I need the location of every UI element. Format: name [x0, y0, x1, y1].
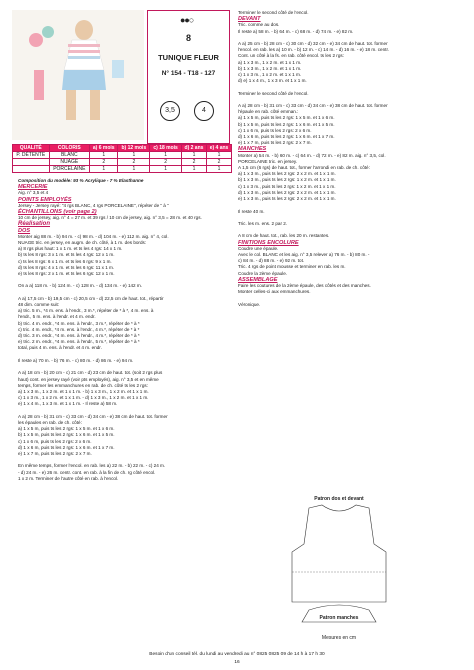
units-label: Mesures en cm: [321, 635, 357, 641]
instruction-line: Monter aig 88 m. - b) 94 m. - c) 98 m. - d) 104 m. - e) 112 m. aig. n° 4, col.: [18, 233, 169, 239]
instruction-line: d) 1 x 3 m., puis ts les 2 rgs: 2 x 2 m. et 1 x 1 m.: [238, 189, 336, 195]
footer-hotline: Besoin d'un conseil tél. du lundi au vendredi au n° 0825 0825 09 de 14 h à 17 h 30: [149, 652, 325, 657]
size-table: [12, 144, 232, 173]
needle-size-a: 3,5: [160, 101, 180, 121]
instruction-line: d) e) 1 x 4 m., 1 x 3 m. et 1 x 1 m.: [238, 78, 307, 84]
instruction-line: NUAGE tric. en jersey, en augm. de ch. côté, à 1 m. des bords:: [18, 240, 147, 246]
col-coloris: COLORIS: [49, 145, 90, 152]
instruction-line: On a a) 118 m. - b) 124 m. - c) 128 m. - d) 134 m. - e) 142 m.: [18, 283, 142, 289]
table-row: P. DÉTENTE BLANC 1 1 1 1 1: [13, 152, 232, 159]
instruction-line: d) 1 x 6 m, puis ts les 2 rgs: 1 x 6 m. et 1 x 7 m.: [18, 444, 115, 450]
table-row: NUAGE 2 2 2 2 2: [13, 159, 232, 166]
left-column: [18, 178, 232, 482]
instruction-line: a) 8 rgs plus haut: 1 x 1 m. et ts les 4 rgs: 14 x 1 m.: [18, 246, 123, 252]
page-number: 16: [234, 660, 240, 665]
instruction-line: temps, former les emmanchures en rab. de ch. côté ts les 2 rgs:: [18, 382, 148, 388]
instruction-line: d) ts les 8 rgs: 4 x 1 m. et ts les 6 rgs: 11 x 1 m.: [18, 264, 115, 270]
instruction-line: e) 1 x 4 m., 1 x 3 m. et 1 x 1 m. - Il reste a) 58 m.: [18, 401, 118, 407]
instruction-line: Il reste a) 58 m. - b) 64 m. - c) 68 m. - d) 74 m. - e) 82 m.: [238, 28, 354, 34]
instruction-line: c) tric. 4 m. endr., *4 m. ens. à l'endr., 4 m.*, répéter de * à *: [18, 326, 140, 332]
echantillons-text: 10 cm de jersey, aig. n° 4 = 27 m. et 39 rgs / 10 cm de jersey, aig. n° 3,5 = 28 m. et 40 rgs.: [18, 215, 202, 221]
pattern-title: TUNIQUE FLEUR: [158, 53, 219, 62]
instruction-line: A a) 17,5 cm - b) 19,5 cm - c) 20,5 cm - d) 22,5 cm de haut. tot., répartir: [18, 295, 164, 301]
instruction-line: Monter celles-ci aux emmanchures.: [238, 289, 311, 295]
mercerie-text: Aig. n° 3,5 et 4: [18, 190, 49, 196]
instruction-line: Terminer le second côté de l'encol.: [238, 90, 309, 96]
instruction-line: total, puis 4 m. ens. à l'endr. et 4 m. endr.: [18, 345, 102, 351]
continuation-text: Terminer le second côté de l'encol.: [238, 10, 309, 15]
instruction-line: e) ts les 8 rgs: 2 x 1 m. et ts les 6 rgs: 12 x 1 m.: [18, 271, 115, 277]
instruction-line: Il reste a) 70 m. - b) 76 m. - c) 80 m. - d) 86 m. - e) 94 m.: [18, 357, 134, 363]
instruction-line: haut) cont. en jersey rayé (voir pts employés), aig. n° 3,5 et en même: [18, 376, 159, 382]
model-photo: [12, 10, 144, 140]
instruction-line: PORCELAINE tric. en jersey.: [238, 158, 298, 164]
schematic-diagram: [264, 496, 414, 641]
pattern-title-box: [147, 10, 230, 144]
col-size-a: a) 6 mois: [90, 145, 118, 152]
heading-devant: DEVANT: [238, 16, 261, 23]
instruction-line: a) 1 x 5 m, puis ts les 2 rgs: 1 x 5 m. et 1 x 6 m.: [18, 426, 115, 432]
instruction-line: c) ts les 8 rgs: 6 x 1 m. et ts les 6 rgs: 9 x 1 m.: [18, 258, 112, 264]
instruction-line: - d) 24 m. - e) 26 m. centr. cont. en rab. à la fin de ch. rg côté encol.: [18, 469, 156, 475]
instruction-line: Tric. les m. ens. 2 par 2.: [238, 220, 288, 226]
instruction-line: Monter a) 54 m. - b) 60 m. - c) 64 m. - d) 72 m. - e) 82 m. aig. n° 3,5, col.: [238, 152, 386, 158]
assemblage-instructions: [238, 283, 464, 308]
instruction-line: 1 x 2 m. Terminer de l'autre côté en rab. à l'encol.: [18, 475, 119, 481]
composition: Composition du modèle: 93 % Acrylique - 7 % Elasthanne: [18, 178, 144, 183]
instruction-line: A a) 25 cm - b) 28 cm - c) 30 cm - d) 32 cm - e) 34 cm de haut. tot. former: [238, 41, 388, 47]
instruction-line: e) tric. 2 m. endr., *4 m. ens. à l'endr., 5 m.*, répéter de * à *: [18, 339, 140, 345]
pattern-reference: N° 154 - T18 - 127: [161, 70, 216, 77]
instruction-line: les épaules en rab. de ch. côté:: [18, 419, 82, 425]
instruction-line: b) ts les 8 rgs: 3 x 1 m. et ts les 4 rgs: 12 x 1 m.: [18, 252, 115, 258]
instruction-line: d) tric. 3 m. endr., *4 m. ens. à l'endr., 4 m.*, répéter de * à *: [18, 333, 140, 339]
heading-finitions: FINITIONS ENCOLURE: [238, 239, 299, 246]
instruction-line: A 8 cm de haut. tot., rab. les 20 m. restantes.: [238, 233, 330, 239]
pattern-number: 8: [185, 33, 191, 43]
instruction-line: b) tric. 4 m. endr., *4 m. ens. à l'endr., 3 m.*, répéter de * à *: [18, 320, 140, 326]
instruction-line: b) 1 x 5 m, puis ts les 2 rgs: 1 x 6 m. et 1 x 5 m.: [18, 432, 115, 438]
devant-instructions: [238, 22, 464, 146]
instruction-line: e) 1 x 7 m, puis ts les 2 rgs: 2 x 7 m.: [18, 450, 92, 456]
instruction-line: l'encol. en rab. les a) 10 m. - b) 12 m. - c) 14 m. - d) 16 m. - e) 18 m. centr.: [238, 47, 389, 53]
instruction-line: e) 1 x 7 m, puis ts les 2 rgs: 2 x 7 m.: [238, 140, 312, 146]
points-text: Jersey - Jersey rayé: "4 rgs BLANC, 4 rgs PORCELAINE", répéter de " à ": [18, 202, 169, 208]
heading-dos: DOS: [18, 227, 31, 234]
heading-mercerie: MERCERIE: [18, 184, 48, 191]
instruction-line: a) tric. 5 m., *4 m. ens. à l'endr., 3 m.*, répéter de * à *, 4 m. ens. à: [18, 308, 154, 314]
instruction-line: En même temps, former l'encol. en rab. les a) 22 m. - b) 22 m. - c) 24 m.: [18, 463, 166, 469]
instruction-line: Faire les coutures de la 2ème épaule, des côtés et des manches.: [238, 282, 371, 288]
heading-assemblage: ASSEMBLAGE: [238, 276, 278, 283]
col-size-c: c) 18 mois: [150, 145, 182, 152]
instruction-line: 48 dim. comme suit:: [18, 302, 60, 308]
instruction-line: Coudre une épaule.: [238, 245, 279, 251]
instruction-line: c) 1 x 3 m., 1 x 2 m. et 1 x 1 m. - d) 1 x 3 m., 1 x 2 m. et 1 x 1 m.: [18, 395, 149, 401]
col-size-b: b) 12 mois: [118, 145, 150, 152]
heading-manches: MANCHES: [238, 146, 267, 153]
col-size-d: d) 2 ans: [181, 145, 206, 152]
instruction-line: c) 1 x 3 m., 1 x 2 m. et 1 x 1 m.: [238, 72, 302, 78]
instruction-line: A 1,5 cm (6 rgs) de haut. tot., former l'arrondi en rab. de ch. côté:: [238, 165, 370, 171]
instruction-line: Véronique.: [238, 301, 261, 307]
col-size-e: e) 4 ans: [207, 145, 232, 152]
instruction-line: a) 1 x 3 m., puis ts les 2 rgs: 2 x 2 m. et 1 x 1 m.: [238, 171, 336, 177]
needle-size-b: 4: [194, 101, 214, 121]
instruction-line: A a) 18 cm - b) 20 cm - c) 21 cm - d) 23 cm de haut. tot. (soit 2 rgs plus: [18, 370, 163, 376]
heading-points: POINTS EMPLOYÉS: [18, 196, 72, 203]
instruction-line: A a) 28 cm - b) 31 cm - c) 33 cm - d) 34 cm - e) 38 cm de haut. tot. former: [238, 103, 388, 109]
instruction-line: Cont. un côté à la fs. en rab. côté encol. ts les 2 rgs:: [238, 53, 344, 59]
instruction-line: a) 1 x 3 m., 1 x 2 m. et 1 x 1 m. - b) 1 x 3 m., 1 x 2 m. et 1 x 1 m.: [18, 388, 149, 394]
manches-instructions: [238, 153, 464, 240]
instruction-line: A a) 28 cm - b) 31 cm - c) 33 cm - d) 34 cm - e) 38 cm de haut. tot. former: [18, 413, 168, 419]
instruction-line: d) 1 x 6 m, puis ts les 2 rgs: 1 x 6 m. et 1 x 7 m.: [238, 134, 335, 140]
instruction-line: l'épaule en rab. côté emman.:: [238, 109, 299, 115]
instruction-line: b) 1 x 3 m., puis ts les 2 rgs: 1 x 2 m. et 1 x 1 m.: [238, 177, 336, 183]
instruction-line: c) 1 x 3 m., puis ts les 2 rgs: 1 x 2 m. et 1 x 1 m.: [238, 183, 336, 189]
instruction-line: e) 1 x 3 m., puis ts les 2 rgs: 2 x 2 m. et 1 x 1 m.: [238, 196, 336, 202]
finitions-instructions: [238, 246, 464, 277]
instruction-line: l'endr., 5 m. ens. à l'endr. et 4 m. endr.: [18, 314, 96, 320]
instruction-line: a) 1 x 3 m., 1 x 2 m. et 1 x 1 m.: [238, 59, 302, 65]
right-column: [238, 10, 464, 308]
instruction-line: c) 1 x 6 m, puis ts les 2 rgs: 2 x 6 m.: [238, 127, 312, 133]
instruction-line: c) 84 m. - d) 88 m. - e) 92 m. tot.: [238, 258, 305, 264]
heading-echantillons: ÉCHANTILLONS (voir page 2): [18, 209, 97, 216]
instruction-line: Tric. comme au dos.: [238, 22, 280, 28]
diagram-title-sleeve: Patron manches: [319, 615, 359, 621]
instruction-line: Coudre la 2ème épaule.: [238, 270, 288, 276]
difficulty-yarn-icon: ●●○: [180, 15, 194, 25]
instruction-line: c) 1 x 6 m, puis ts les 2 rgs: 2 x 6 m.: [18, 438, 92, 444]
instruction-line: Avec le col. BLANC et les aig. n° 3,5 relever a) 76 m. - b) 80 m. -: [238, 251, 370, 257]
instruction-line: b) 1 x 5 m, puis ts les 2 rgs: 1 x 6 m. et 1 x 5 m.: [238, 121, 335, 127]
instruction-line: Tric. 4 rgs de point mousse et terminer en rab. les m.: [238, 264, 346, 270]
instruction-line: b) 1 x 3 m., 1 x 2 m. et 1 x 1 m.: [238, 65, 302, 71]
instruction-line: a) 1 x 5 m, puis ts les 2 rgs: 1 x 5 m. et 1 x 6 m.: [238, 115, 335, 121]
heading-realisation: Réalisation: [18, 221, 51, 228]
instruction-line: Il reste 40 m.: [238, 208, 265, 214]
dos-instructions: [18, 234, 232, 482]
table-row: PORCELAINE 1 1 1 1 1: [13, 166, 232, 173]
col-qualite: QUALITÉ: [13, 145, 50, 152]
diagram-title-body: Patron dos et devant: [314, 496, 364, 502]
